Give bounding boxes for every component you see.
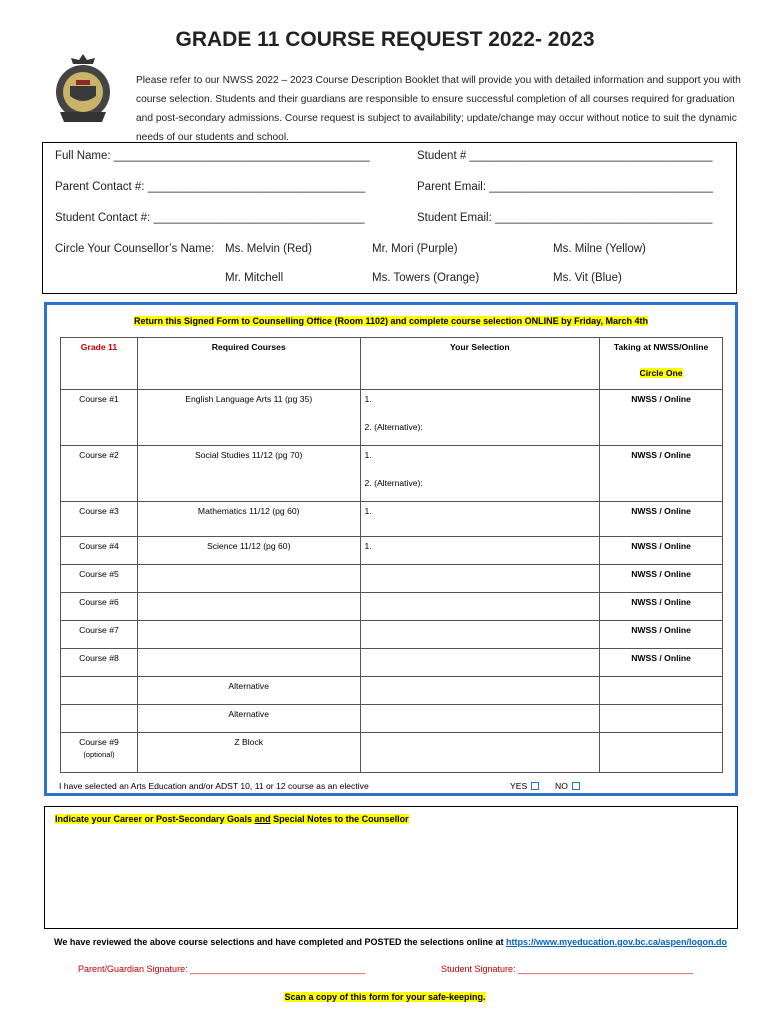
column-header-grade: Grade 11 <box>61 338 138 390</box>
return-notice: Return this Signed Form to Counselling Office (Room 1102) and complete course selection ONLINE by Friday, March 4th <box>134 316 648 326</box>
selection-input[interactable]: 1. <box>360 390 600 418</box>
optional-label: (optional) <box>83 750 115 759</box>
selection-input[interactable] <box>360 593 600 621</box>
goals-notes-box[interactable] <box>44 806 738 929</box>
arts-no-option[interactable]: NO <box>555 781 580 791</box>
selection-input[interactable] <box>360 677 600 705</box>
table-row: Course #7 NWSS / Online <box>61 621 723 649</box>
yes-checkbox[interactable] <box>531 782 539 790</box>
counsellor-option[interactable]: Ms. Towers (Orange) <box>372 272 480 284</box>
taking-option[interactable]: NWSS / Online <box>600 390 723 446</box>
page-title: GRADE 11 COURSE REQUEST 2022- 2023 <box>175 28 595 51</box>
required-input[interactable] <box>137 621 360 649</box>
no-checkbox[interactable] <box>572 782 580 790</box>
table-row <box>61 733 723 773</box>
selection-input[interactable]: 1. <box>360 502 600 537</box>
scan-reminder: Scan a copy of this form for your safe-keeping. <box>284 992 486 1002</box>
required-input[interactable] <box>137 649 360 677</box>
parent-email-field[interactable]: Parent Email: ___________________________________ <box>417 181 714 193</box>
selection-input[interactable]: 1. <box>360 537 600 565</box>
column-header-required: Required Courses <box>137 338 360 390</box>
counsellor-option[interactable]: Mr. Mori (Purple) <box>372 243 458 255</box>
table-row: Course #8 NWSS / Online <box>61 649 723 677</box>
circle-one-label: Circle One <box>600 364 723 390</box>
table-row: Course #4 Science 11/12 (pg 60) 1. NWSS / Online <box>61 537 723 565</box>
selection-input[interactable]: 1. <box>360 446 600 474</box>
parent-signature-field[interactable]: Parent/Guardian Signature: ___________________________________ <box>78 964 366 974</box>
counsellor-option[interactable]: Mr. Mitchell <box>225 272 284 284</box>
student-number-field[interactable]: Student # ______________________________________ <box>417 150 713 162</box>
myeducation-link[interactable]: https://www.myeducation.gov.bc.ca/aspen/logon.do <box>505 937 728 947</box>
review-statement: We have reviewed the above course selections and have completed and POSTED the selections online at https://www.myeducation.gov.bc.ca/aspen/logon.do <box>54 937 728 947</box>
table-row: Course #1 English Language Arts 11 (pg 35) 1. NWSS / Online <box>61 390 723 418</box>
alternative-label: Alternative <box>137 705 360 733</box>
table-row: Course #6 NWSS / Online <box>61 593 723 621</box>
student-email-field[interactable]: Student Email: __________________________________ <box>417 212 713 224</box>
required-input[interactable] <box>137 565 360 593</box>
selection-input[interactable] <box>360 649 600 677</box>
course-table <box>60 337 723 773</box>
alternative-input[interactable]: 2. (Alternative): <box>360 418 600 446</box>
counsellor-option[interactable]: Ms. Milne (Yellow) <box>553 243 646 255</box>
intro-paragraph: Please refer to our NWSS 2022 – 2023 Course Description Booklet that will provide you with detailed information and support you with course selection. Students and their guardians are responsible to ensure successful completion of all courses required for graduation and post-secondary admissions. Course request is subject to availability; update/change may occur without notice to suit the dynamic needs of our students and school. <box>136 75 741 143</box>
taking-option[interactable]: NWSS / Online <box>600 537 723 565</box>
student-signature-field[interactable]: Student Signature: ___________________________________ <box>441 964 694 974</box>
parent-contact-field[interactable]: Parent Contact #: __________________________________ <box>55 181 366 193</box>
counsellor-option[interactable]: Ms. Melvin (Red) <box>225 243 312 255</box>
full-name-field[interactable]: Full Name: ________________________________________ <box>55 150 370 162</box>
column-header-taking: Taking at NWSS/Online <box>600 338 723 364</box>
taking-option[interactable]: NWSS / Online <box>600 502 723 537</box>
alternative-input[interactable]: 2. (Alternative): <box>360 474 600 502</box>
counsellor-label: Circle Your Counsellor’s Name: <box>55 243 215 255</box>
student-info-section <box>42 142 737 294</box>
course-9-label: Course #9 (optional) <box>61 733 138 773</box>
table-row <box>61 677 723 705</box>
selection-input[interactable] <box>360 705 600 733</box>
arts-elective-statement: I have selected an Arts Education and/or ADST 10, 11 or 12 course as an elective <box>59 781 369 791</box>
table-row <box>61 705 723 733</box>
arts-yes-option[interactable]: YES <box>510 781 539 791</box>
alternative-label: Alternative <box>137 677 360 705</box>
required-input[interactable] <box>137 593 360 621</box>
table-row: Course #3 Mathematics 11/12 (pg 60) 1. NWSS / Online <box>61 502 723 537</box>
taking-option[interactable]: NWSS / Online <box>600 649 723 677</box>
selection-input[interactable] <box>360 565 600 593</box>
taking-option[interactable]: NWSS / Online <box>600 565 723 593</box>
taking-option[interactable]: NWSS / Online <box>600 621 723 649</box>
school-crest-logo <box>50 52 116 128</box>
goals-label: Indicate your Career or Post-Secondary Goals and Special Notes to the Counsellor <box>55 814 409 824</box>
taking-option[interactable]: NWSS / Online <box>600 593 723 621</box>
taking-option[interactable]: NWSS / Online <box>600 446 723 502</box>
column-header-selection: Your Selection <box>360 338 600 390</box>
table-header-row <box>61 338 723 364</box>
table-row: Course #2 Social Studies 11/12 (pg 70) 1. NWSS / Online <box>61 446 723 474</box>
counsellor-option[interactable]: Ms. Vit (Blue) <box>553 272 622 284</box>
course-request-section <box>44 302 738 796</box>
selection-input[interactable] <box>360 733 600 773</box>
zblock-label: Z Block <box>137 733 360 773</box>
table-row: Course #5 NWSS / Online <box>61 565 723 593</box>
selection-input[interactable] <box>360 621 600 649</box>
student-contact-field[interactable]: Student Contact #: _________________________________ <box>55 212 365 224</box>
